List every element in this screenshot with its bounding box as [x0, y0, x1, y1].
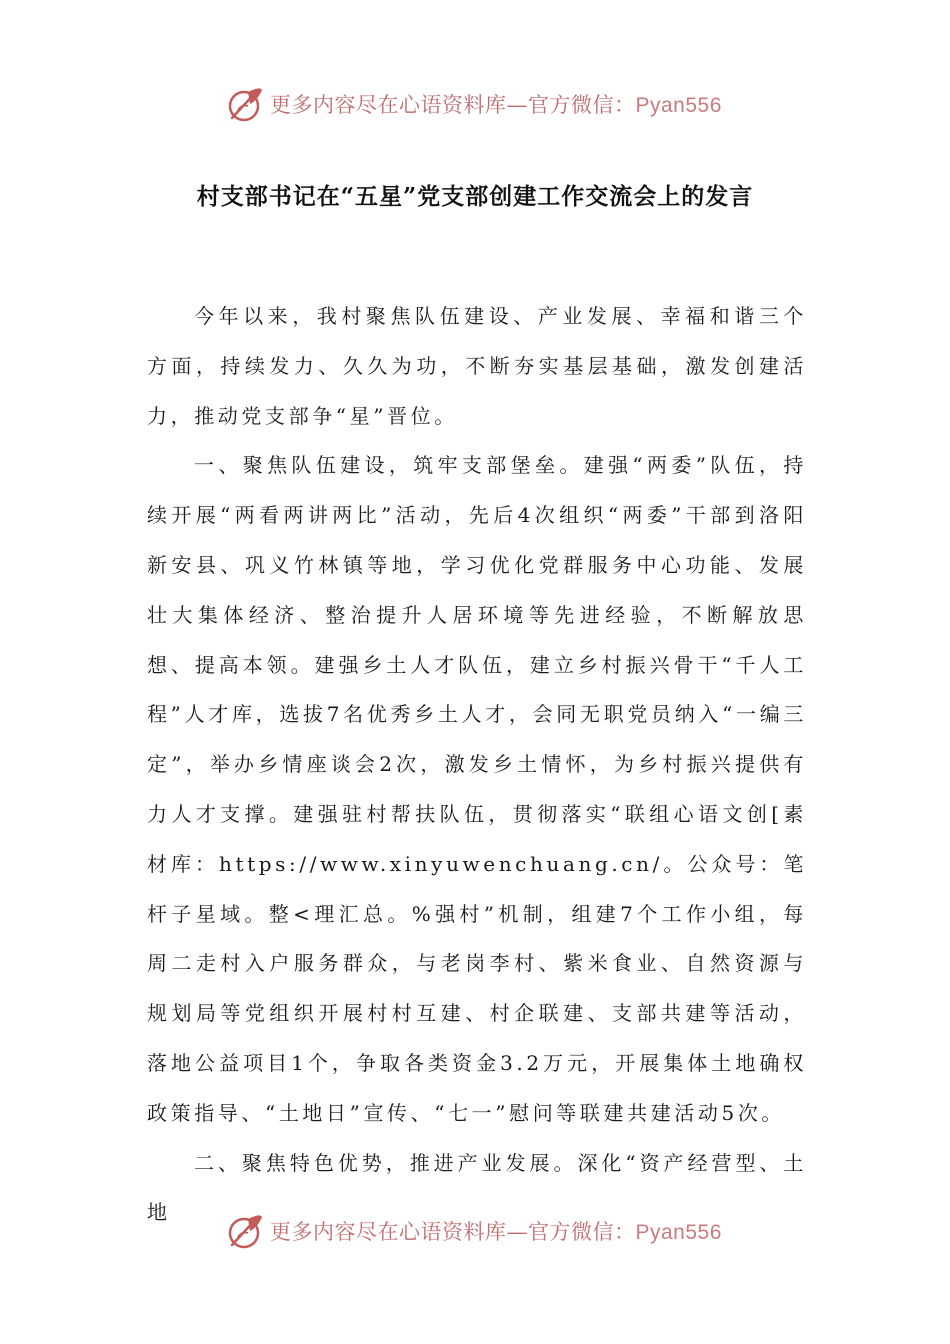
paragraph-section-one: 一、聚焦队伍建设，筑牢支部堡垒。建强“两委”队伍，持续开展“两看两讲两比”活动，先后4次组织“两委”干部到洛阳新安县、巩义竹林镇等地，学习优化党群服务中心功能、发展壮大集体经济、整治提升人居环境等先进经验，不断解放思想、提高本领。建强乡土人才队伍，建立乡村振兴骨干“千人工程”人才库，选拔7名优秀乡土人才，会同无职党员纳入“一编三定”，举办乡情座谈会2次，激发乡土情怀，为乡村振兴提供有力人才支撑。建强驻村帮扶队伍，贯彻落实“联组心语文创[素材库：https://www.xinyuwenchuang.cn/。公众号：笔杆子星域。整<理汇总。%强村”机制，组建7个工作小组，每周二走村入户服务群众，与老岗李村、紫米食业、自然资源与规划局等党组织开展村村互建、村企联建、支部共建等活动，落地公益项目1个，争取各类资金3.2万元，开展集体土地确权政策指导、“土地日”宣传、“七一”慰问等联建共建活动5次。	[147, 453, 807, 1125]
quill-logo-icon	[226, 1211, 266, 1251]
wechat-id: Pyan556	[635, 1221, 722, 1244]
footer-watermark	[226, 1207, 722, 1255]
wechat-id: Pyan556	[635, 94, 722, 117]
document-body	[147, 292, 807, 1238]
watermark-text: 更多内容尽在心语资料库—官方微信：Pyan556	[270, 1220, 722, 1244]
watermark-text: 更多内容尽在心语资料库—官方微信：Pyan556	[270, 93, 722, 117]
paragraph-intro: 今年以来，我村聚焦队伍建设、产业发展、幸福和谐三个方面，持续发力、久久为功，不断夯实基层基础，激发创建活力，推动党支部争“星”晋位。	[147, 304, 807, 428]
quill-logo-icon	[226, 84, 266, 124]
paragraph-section-two: 二、聚焦特色优势，推进产业发展。深化“资产经营型、土地	[147, 1150, 807, 1225]
document-title: 村支部书记在“五星”党支部创建工作交流会上的发言	[196, 183, 754, 210]
header-watermark	[226, 80, 722, 128]
